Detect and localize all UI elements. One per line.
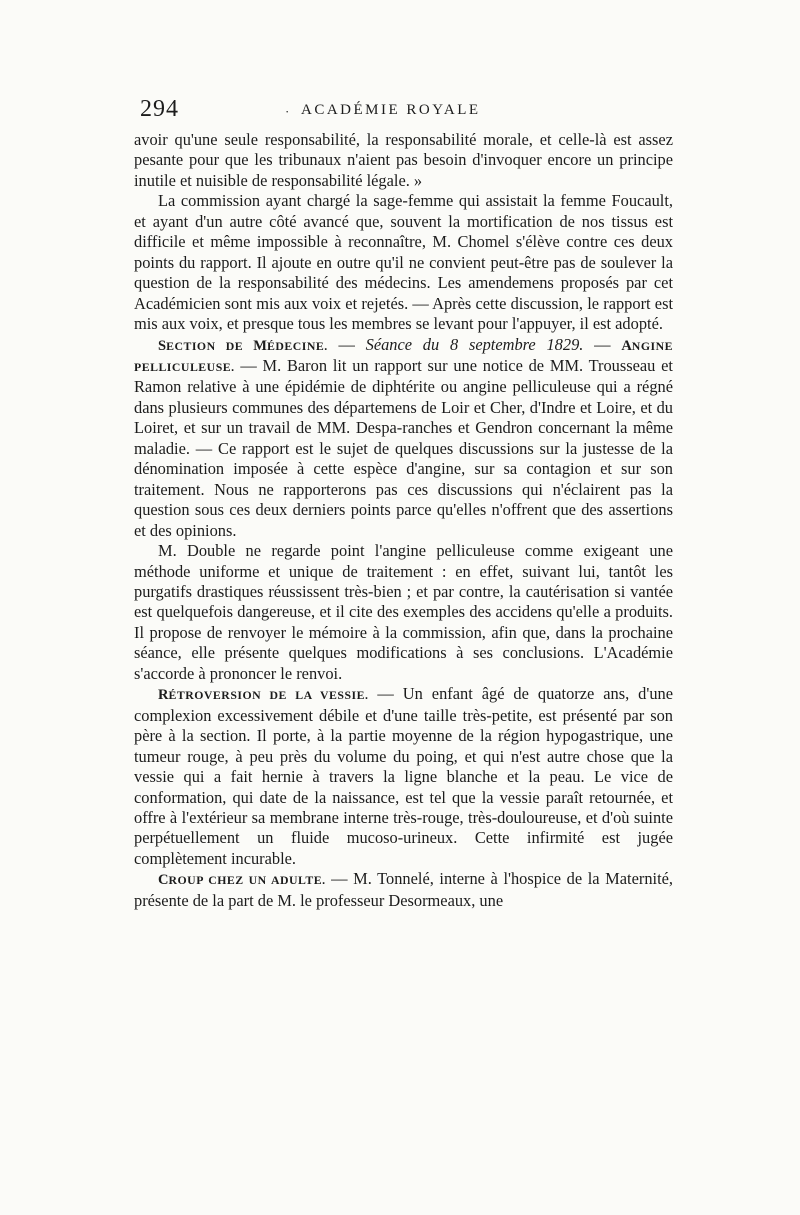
- dash: —: [583, 334, 622, 354]
- book-page: [118, 96, 673, 911]
- running-title: ACADÉMIE ROYALE: [301, 102, 481, 118]
- heading-retroversion: ÉTROVERSION DE LA VESSIE.: [168, 688, 369, 703]
- paragraph-section-medecine: [134, 335, 673, 542]
- heading-croup: ROUP CHEZ UN ADULTE.: [168, 873, 326, 888]
- heading-initial: R: [158, 687, 169, 704]
- heading-initial: C: [158, 872, 169, 889]
- paragraph-commission: La commission ayant chargé la sage-femme qui assistait la femme Foucault, et ayant d'un autre côté avancé que, souvent la mortification de nos tissus est difficile et même impossible à reconnaître, M. Chomel s'élève contre ces deux points du rapport. Il ajoute en outre qu'il ne convient peut-être pas de soulever la question de la responsabilité des médecins. Les amendemens proposés par cet Académicien sont mis aux voix et rejetés. — Après cette discussion, le rapport est mis aux voix, et presque tous les membres se levant pour l'appuyer, il est adopté.: [134, 191, 673, 334]
- paragraph-text: — Un enfant âgé de quatorze ans, d'une complexion excessivement débile et d'une taille très-petite, est présenté par son père à la section. Il porte, à la partie moyenne de la région hypogastrique, une tumeur rouge, à peu près du volume du poing, et qui n'est autre chose que la vessie qui a fait hernie à travers la ligne blanche et la peau. Le vice de conformation, qui date de la naissance, est tel que la vessie paraît retournée, et offre à l'extérieur sa membrane interne très-rouge, très-douloureuse, et d'où suinte perpétuellement un fluide mucoso-urineux. Cette infirmité est jugée complètement incurable.: [134, 684, 673, 868]
- paragraph-continuation: avoir qu'une seule responsabilité, la responsabilité morale, et celle-là est assez pesante pour que les tribunaux n'aient pas besoin d'invoquer encore un principe inutile et nuisible de responsabilité légale. »: [134, 130, 673, 190]
- page-body: [118, 130, 673, 911]
- section-initial-m: M: [253, 337, 267, 354]
- section-label-rest: ÉDECINE.: [266, 338, 328, 353]
- header-bullet: ·: [285, 104, 290, 119]
- section-initial: S: [158, 337, 167, 354]
- seance-date: Séance du 8 septembre 1829.: [365, 334, 584, 354]
- section-label: ECTION DE: [166, 338, 254, 353]
- running-head: [118, 96, 673, 126]
- page-number: 294: [140, 96, 179, 122]
- paragraph-text: — M. Tonnelé, interne à l'hospice de la Maternité, présente de la part de M. le professeur Desormeaux, une: [134, 869, 673, 910]
- dash: —: [327, 334, 366, 354]
- heading-angine: NGINE PELLICULEUSE.: [134, 338, 673, 374]
- paragraph-text: — M. Baron lit un rapport sur une notice de MM. Trousseau et Ramon relative à une épidémie de diphtérite ou angine pelliculeuse qui a régné dans plusieurs communes des départemens de Loir et Cher, d'Indre et Loire, et du Loiret, et sur un travail de MM. Despa-ranches et Gendron concernant la même maladie. — Ce rapport est le sujet de quelques discussions sur la justesse de la dénomination imposée à cette espèce d'angine, sur sa contagion et sur son traitement. Nous ne rapporterons pas ces discussions qui n'éclairent pas la question sous ces deux derniers points parce qu'elles n'offrent que des assertions et des opinions.: [134, 355, 673, 540]
- paragraph-retroversion: [134, 684, 673, 869]
- paragraph-croup: [134, 869, 673, 911]
- paragraph-double: M. Double ne regarde point l'angine pelliculeuse comme exigeant une méthode uniforme et unique de traitement : en effet, suivant lui, tantôt les purgatifs drastiques réussissent très-bien ; et par contre, la cautérisation si vantée est quelquefois dangereuse, et il cite des exemples des accidens qu'elle a produits. Il propose de renvoyer le mémoire à la commission, afin que, dans la prochaine séance, elle présente quelques modifications à ses conclusions. L'Académie s'accorde à prononcer le renvoi.: [134, 541, 673, 683]
- heading-initial: A: [621, 337, 632, 354]
